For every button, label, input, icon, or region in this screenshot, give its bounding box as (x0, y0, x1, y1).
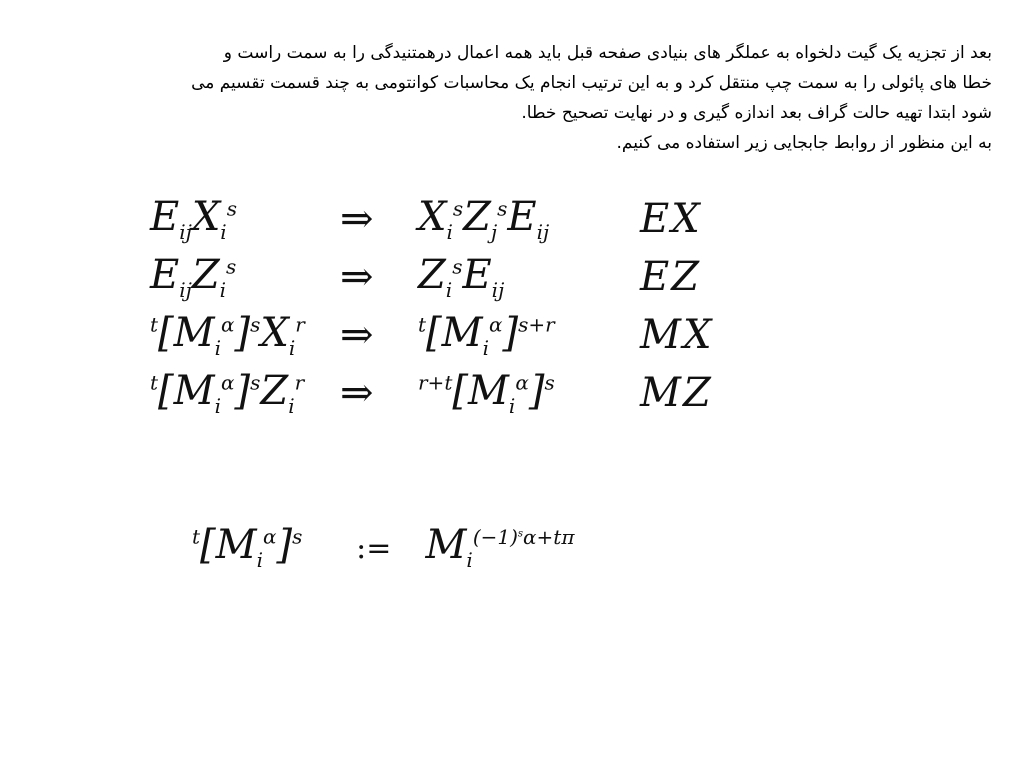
relation-rhs: $^{r+t}[M_i^\alpha]^s$ (418, 368, 555, 418)
relation-tag: MX (640, 312, 714, 358)
relation-lhs: $^t[M_i^\alpha]^sZ_i^r$ (150, 368, 305, 418)
implies-arrow: ⇒ (340, 254, 374, 300)
commutation-relations (150, 190, 740, 422)
definition-operator: := (356, 531, 392, 566)
relation-row-mz (150, 364, 740, 422)
paragraph-line: خطا های پائولی را به سمت چپ منتقل کرد و به این ترتیب انجام یک محاسبات کوانتومی به چند قسمت تقسیم می (191, 73, 992, 93)
definition-rhs: $M_i^{(-1)^s\alpha+t\pi}$ (425, 522, 575, 572)
relation-row-ez (150, 248, 740, 306)
relation-rhs: $Z_i^sE_{ij}$ (418, 252, 505, 302)
intro-paragraph (22, 38, 992, 158)
definition-lhs: $^t[M_i^\alpha]^s$ (192, 522, 303, 572)
paragraph-line: شود ابتدا تهیه حالت گراف بعد اندازه گیری و در نهایت تصحیح خطا. (521, 103, 992, 123)
relation-row-ex (150, 190, 740, 248)
measurement-definition (192, 522, 575, 572)
implies-arrow: ⇒ (340, 196, 374, 242)
relation-tag: MZ (640, 370, 713, 416)
relation-row-mx (150, 306, 740, 364)
relation-tag: EZ (640, 254, 701, 300)
implies-arrow: ⇒ (340, 370, 374, 416)
relation-lhs: $E_{ij}Z_i^s$ (150, 252, 237, 302)
relation-lhs: $E_{ij}X_i^s$ (150, 194, 237, 244)
implies-arrow: ⇒ (340, 312, 374, 358)
paragraph-line: به این منظور از روابط جابجایی زیر استفاده می کنیم. (616, 133, 992, 153)
relation-rhs: $X_i^sZ_j^sE_{ij}$ (418, 194, 550, 244)
relation-lhs: $^t[M_i^\alpha]^sX_i^r$ (150, 310, 305, 360)
relation-tag: EX (640, 196, 702, 242)
paragraph-line: بعد از تجزیه یک گیت دلخواه به عملگر های بنیادی صفحه قبل باید همه اعمال درهمتنیدگی را به سمت راست و (223, 43, 992, 63)
relation-rhs: $^t[M_i^\alpha]^{s+r}$ (418, 310, 555, 360)
